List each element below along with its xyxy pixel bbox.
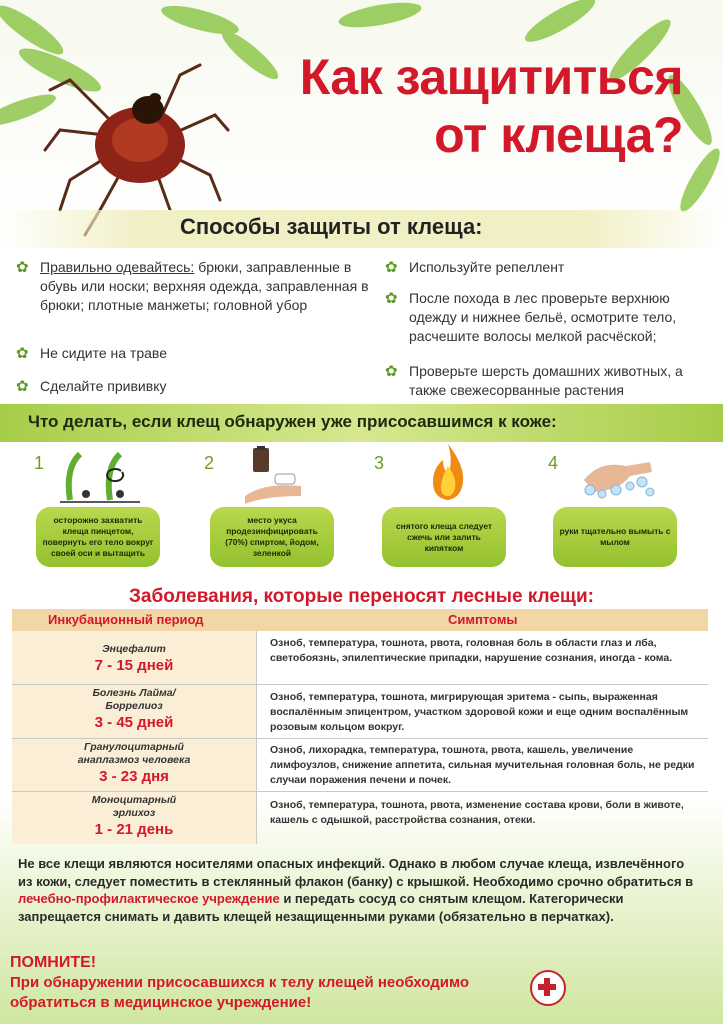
remember-text: При обнаружении присосавшихся к телу клещей необходимо обратиться в медицинское учреждение!: [10, 974, 470, 1011]
disease-days: 1 - 21 день: [94, 821, 174, 838]
diseases-table-header: [12, 609, 708, 631]
step-4-number: 4: [548, 453, 559, 473]
incubation-cell: [12, 631, 257, 684]
protection-item-vaccine: [16, 377, 340, 396]
disinfect-icon: [245, 446, 305, 506]
title-line-1: Как защититься: [299, 49, 683, 105]
protection-heading: Способы защиты от клеща:: [180, 214, 483, 239]
disease-days: 3 - 23 дня: [99, 768, 169, 785]
disease-days: 7 - 15 дней: [94, 657, 174, 674]
table-row: [12, 631, 708, 685]
step-3-number: 3: [374, 453, 385, 473]
table-row: [12, 739, 708, 792]
incubation-cell: [12, 685, 257, 738]
protection-item-clothing: [16, 258, 380, 315]
grass-text: Не сидите на траве: [40, 345, 167, 361]
repellent-text: Используйте репеллент: [409, 259, 565, 275]
title-line-2: от клеща?: [434, 107, 683, 163]
symptoms-cell: Озноб, температура, тошнота, рвота, головная боль в области глаз и лба, светобоязнь, эпилептические припадки, нарушение сознания, иногда - кома.: [270, 637, 673, 664]
vaccine-text: Сделайте прививку: [40, 378, 167, 394]
leaf-icon: ✿: [385, 363, 398, 380]
protection-item-grass: [16, 344, 340, 363]
incubation-cell: [12, 739, 257, 791]
fire-icon: [425, 442, 471, 502]
incubation-cell: [12, 792, 257, 844]
remember-block: [10, 953, 550, 1013]
medical-cross-logo-icon: [530, 970, 566, 1006]
note-part-1: Не все клещи являются носителями опасных инфекций. Однако в любом случае клеща, извлечённого из кожи, следует поместить в стеклянный флакон (банку) с крышкой. Необходимо срочно обратиться в: [18, 856, 694, 889]
leaf-icon: ✿: [16, 345, 29, 362]
step-1-box: осторожно захватить клеща пинцетом, повернуть его тело вокруг своей оси и вытащить: [36, 507, 160, 567]
diseases-heading: Заболевания, которые переносят лесные клещи:: [129, 586, 594, 607]
hand-washing-icon: [580, 450, 660, 500]
note-part-2: и передать сосуд со снятым клещом. Категорически запрещается снимать и давить клещей незащищенными руками (обязательно в перчатках).: [18, 891, 624, 924]
attached-heading: Что делать, если клещ обнаружен уже присосавшимся к коже:: [28, 412, 557, 431]
step-1-number: 1: [34, 453, 45, 473]
protection-heading-band: [0, 210, 723, 248]
tweezers-icon: [60, 448, 140, 504]
step-2-number: 2: [204, 453, 215, 473]
leaf-icon: ✿: [16, 378, 29, 395]
warning-note: [18, 855, 698, 925]
leaf-icon: ✿: [16, 259, 29, 276]
step-2-box: место укуса продезинфицировать (70%) спиртом, йодом, зеленкой: [210, 507, 334, 567]
symptoms-cell: Озноб, температура, тошнота, мигрирующая эритема - сыпь, выраженная воспалённым эпицентром, участком здоровой кожи и еще одним воспалённым розовым кольцом вокруг.: [270, 691, 689, 733]
col-symptoms: Симптомы: [448, 612, 518, 627]
attached-heading-band: [0, 404, 723, 442]
table-row: [12, 792, 708, 844]
leaf-icon: ✿: [385, 290, 398, 307]
remember-heading: ПОМНИТЕ!: [10, 954, 97, 971]
protection-item-check: [385, 289, 699, 346]
disease-days: 3 - 45 дней: [94, 714, 174, 731]
step-3-box: снятого клеща следует сжечь или залить кипятком: [382, 507, 506, 567]
poster-title: [223, 48, 683, 164]
symptoms-cell: Озноб, лихорадка, температура, тошнота, рвота, кашель, увеличение лимфоузлов, снижение аппетита, сильная мучительная головная боль, не редки случаи поражения печени и почек.: [270, 744, 695, 786]
note-highlight: лечебно-профилактическое учреждение: [18, 891, 280, 906]
check-text: После похода в лес проверьте верхнюю одежду и нижнее бельё, осмотрите тело, расчешите волосы мелкой расчёской;: [409, 290, 677, 344]
leaf-icon: ✿: [385, 259, 398, 276]
step-4-box: руки тщательно вымыть с мылом: [553, 507, 677, 567]
clothing-lead: Правильно одевайтесь:: [40, 259, 195, 275]
table-row: [12, 685, 708, 739]
protection-item-pets: [385, 362, 699, 400]
disease-name: Энцефалит: [102, 643, 166, 655]
col-incubation: Инкубационный период: [48, 612, 204, 627]
disease-name: Моноцитарный эрлихоз: [91, 794, 177, 819]
disease-name: Гранулоцитарный анаплазмоз человека: [77, 741, 191, 766]
protection-item-repellent: [385, 258, 699, 277]
symptoms-cell: Озноб, температура, тошнота, рвота, изменение состава крови, боли в животе, кашель с одышкой, расстройства сознания, отеки.: [270, 799, 684, 826]
clothing-text: брюки, заправленные в обувь или носки; верхняя одежда, заправленная в брюки; плотные манжеты; головной убор: [40, 259, 369, 313]
disease-name: Болезнь Лайма/ Боррелиоз: [92, 687, 176, 712]
pets-text: Проверьте шерсть домашних животных, а также свежесорванные растения: [409, 363, 683, 398]
